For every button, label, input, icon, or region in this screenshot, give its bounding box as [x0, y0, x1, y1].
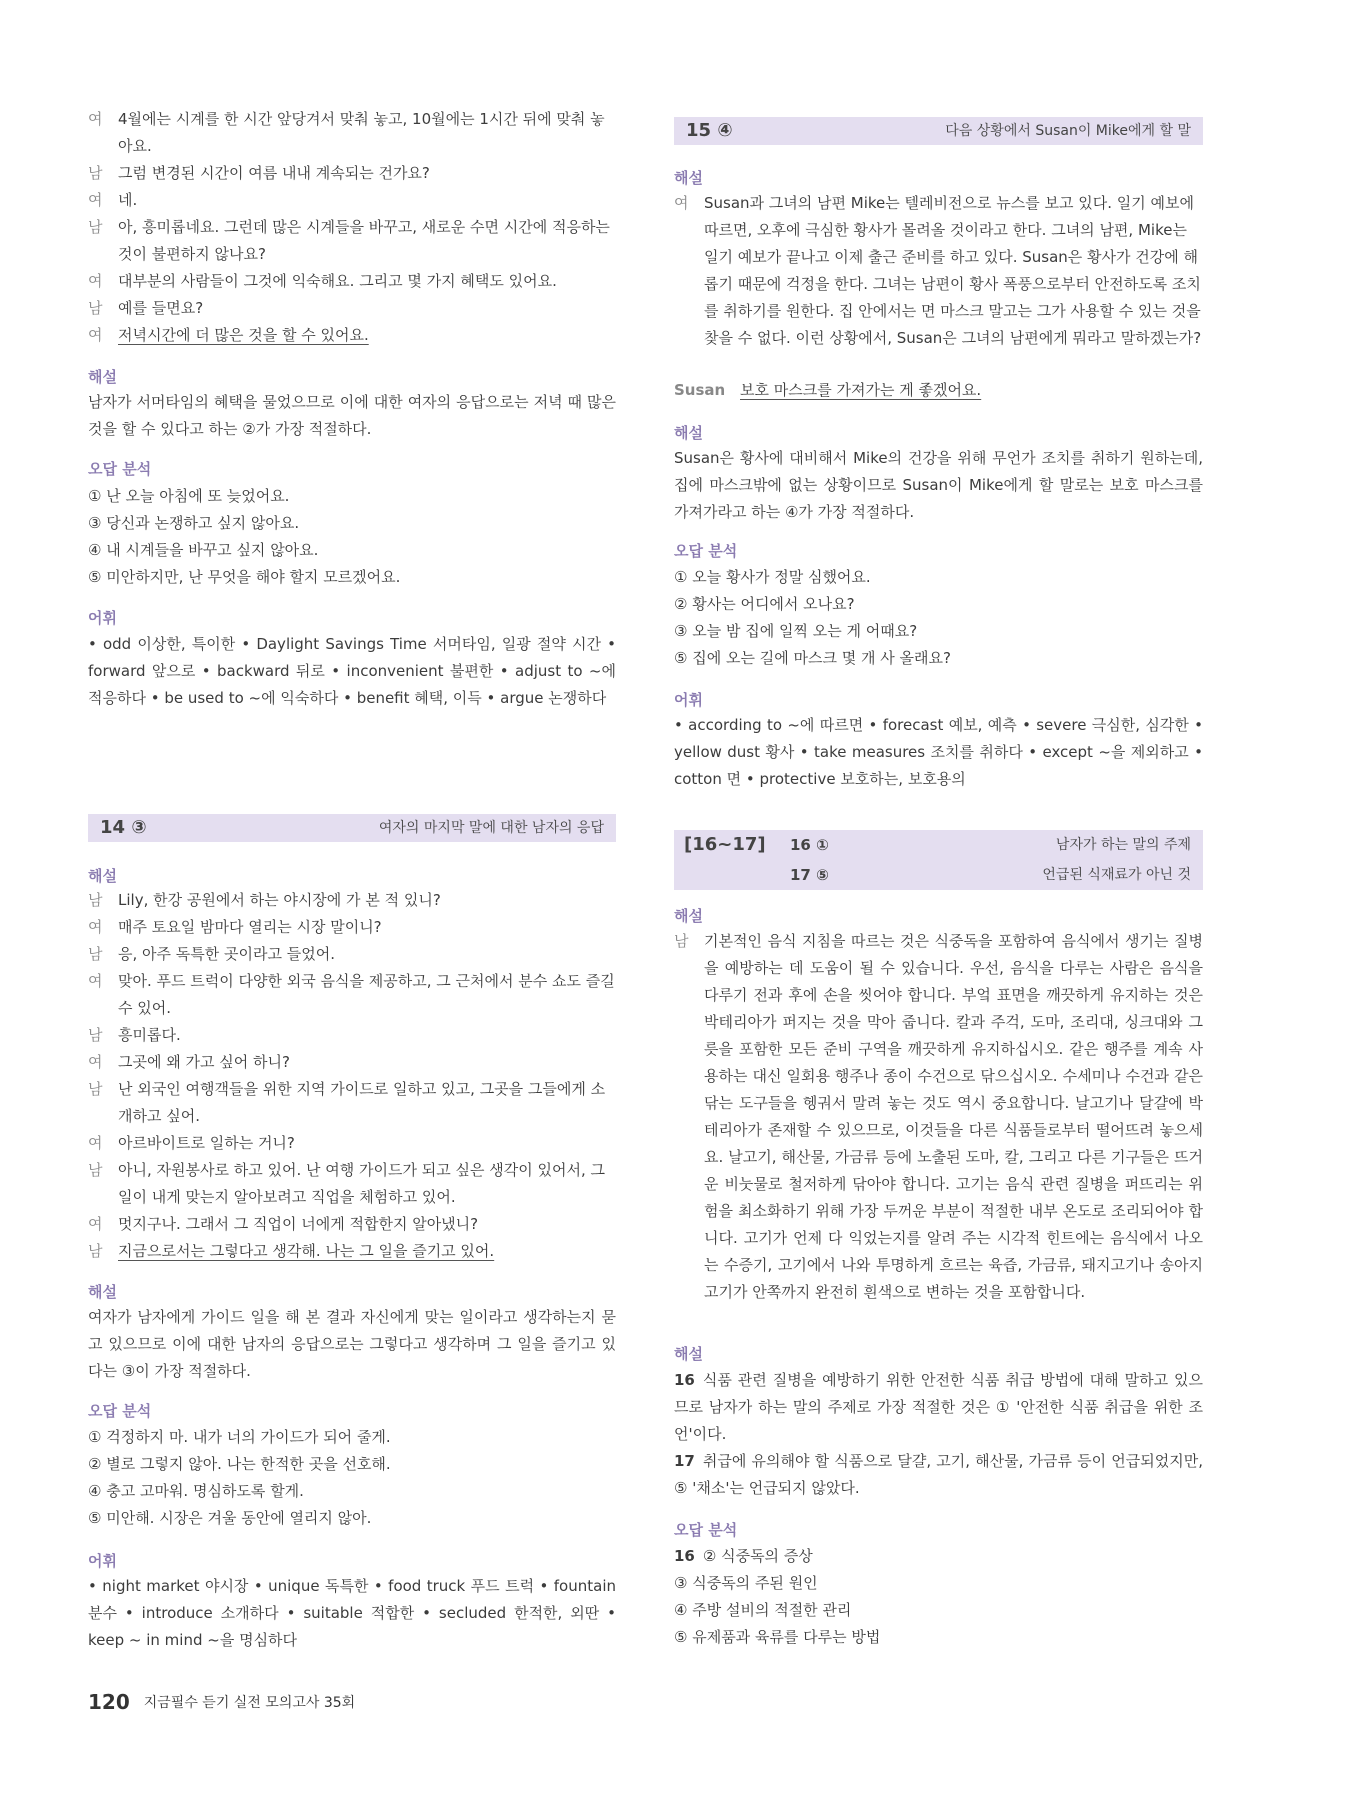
question-row	[790, 830, 1191, 860]
dialogue-line: 남 흥미롭다.	[88, 1026, 181, 1044]
question-row	[790, 860, 1191, 890]
speech: 남 기본적인 음식 지침을 따르는 것은 식중독을 포함하여 음식에서 생기는 질병을 예방하는 데 도움이 될 수 있습니다. 우선, 음식을 다루는 사람은 음식을 다루기 전과 후에 손을 씻어야 합니다. 부엌 표면을 깨끗하게 유지하는 것은 박테리아가 퍼지는 것을 막아 줍니다. 칼과 주걱, 도마, 조리대, 싱크대와 그릇을 포함한 모든 준비 구역을 깨끗하게 유지하십시오. 같은 행주를 계속 사용하는 대신 일회용 행주나 종이 수건으로 닦으십시오. 수세미나 수건과 같은 닦는 도구들을 헹궈서 말려 놓는 것도 역시 중요합니다. 날고기나 달걀에 박테리아가 존재할 수 있으므로, 이것들을 다른 식품들로부터 떨어뜨려 놓으세요. 날고기, 해산물, 가금류 등에 노출된 도마, 칼, 그리고 다른 기구들은 뜨거운 비눗물로 철저하게 닦아야 합니다. 고기는 음식 관련 질병을 퍼뜨리는 위험을 최소화하기 위해 가장 두꺼운 부분이 적절한 내부 온도로 조리되어야 합니다. 고기가 언제 다 익었는지를 알려 주는 시각적 힌트에는 음식에서 나오는 수증기, 고기에서 나와 투명하게 흐르는 육즙, 가금류, 돼지고기나 송아지 고기가 안쪽까지 완전히 흰색으로 변하는 것을 포함합니다.	[674, 932, 1203, 1301]
section-label-haeseol: 해설	[674, 169, 703, 187]
section-label-haeseol: 해설	[88, 1283, 117, 1301]
dialogue-line: 남 아니, 자원봉사로 하고 있어. 난 여행 가이드가 되고 싶은 생각이 있어서, 그 일이 내게 맞는지 알아보려고 직업을 체험하고 있어.	[88, 1161, 605, 1206]
wrong-option: ⑤ 집에 오는 길에 마스크 몇 개 사 올래요?	[674, 649, 951, 667]
dialogue-line: 남 아, 흥미롭네요. 그런데 많은 시계들을 바꾸고, 새로운 수면 시간에 적응하는 것이 불편하지 않나요?	[88, 218, 610, 263]
page-number: 120	[88, 1690, 130, 1714]
question-header	[674, 830, 1203, 890]
explanation-text: 남자가 서머타임의 혜택을 물었으므로 이에 대한 여자의 응답으로는 저녁 때 많은 것을 할 수 있다고 하는 ②가 가장 적절하다.	[88, 393, 616, 438]
wrong-option: ② 별로 그렇지 않아. 나는 한적한 곳을 선호해.	[88, 1455, 391, 1473]
dialogue-line: 남 응, 아주 독특한 곳이라고 들었어.	[88, 945, 335, 963]
wrong-option: ① 오늘 황사가 정말 심했어요.	[674, 568, 871, 586]
vocab-list: • odd 이상한, 특이한 • Daylight Savings Time 서머타임, 일광 절약 시간 • forward 앞으로 • backward 뒤로 • inconvenient 불편한 • adjust to ~에 적응하다 • be used to ~에 익숙하다 • benefit 혜택, 이득 • argue 논쟁하다	[88, 635, 616, 707]
question-header	[674, 117, 1203, 145]
section-label-odap: 오답 분석	[674, 542, 738, 560]
section-label-haeseol: 해설	[674, 907, 703, 925]
explanation-text: 여자가 남자에게 가이드 일을 해 본 결과 자신에게 맞는 일이라고 생각하는지 묻고 있으므로 이에 대한 남자의 응답으로는 그렇다고 생각하며 그 일을 즐기고 있다는 ③이 가장 적절하다.	[88, 1308, 616, 1380]
wrong-option: 16 ② 식중독의 증상	[674, 1547, 813, 1565]
question-title: 다음 상황에서 Susan이 Mike에게 할 말	[945, 123, 1191, 139]
wrong-option: ③ 당신과 논쟁하고 싶지 않아요.	[88, 514, 300, 532]
section-label-vocab: 어휘	[674, 691, 703, 709]
narration: 여 Susan과 그녀의 남편 Mike는 텔레비전으로 뉴스를 보고 있다. 일기 예보에 따르면, 오후에 극심한 황사가 몰려올 것이라고 한다. 그녀의 남편, Mike는 일기 예보가 끝나고 이제 출근 준비를 하고 있다. Susan은 황사가 건강에 해롭기 때문에 걱정을 한다. 그녀는 남편이 황사 폭풍으로부터 안전하도록 조치를 취하기를 원한다. 집 안에서는 면 마스크 말고는 그가 사용할 수 있는 것을 찾을 수 없다. 이런 상황에서, Susan은 그녀의 남편에게 뭐라고 말하겠는가?	[674, 194, 1202, 347]
wrong-option: ④ 충고 고마워. 명심하도록 할게.	[88, 1482, 304, 1500]
section-label-odap: 오답 분석	[674, 1521, 738, 1539]
question-range: [16~17]	[684, 834, 766, 855]
section-label-haeseol: 해설	[674, 424, 703, 442]
section-label-odap: 오답 분석	[88, 460, 152, 478]
page-footer	[88, 1690, 355, 1714]
dialogue-line: 여 맞아. 푸드 트럭이 다양한 외국 음식을 제공하고, 그 근처에서 분수 쇼도 즐길 수 있어.	[88, 972, 615, 1017]
explanation-16: 16 식품 관련 질병을 예방하기 위한 안전한 식품 취급 방법에 대해 말하고 있으므로 남자가 하는 말의 주제로 가장 적절한 것은 ① '안전한 식품 취급을 위한 조언'이다.	[674, 1371, 1203, 1443]
question-number: 15 ④	[686, 120, 733, 141]
dialogue-line: 여 네.	[88, 191, 138, 209]
vocab-list: • night market 야시장 • unique 독특한 • food truck 푸드 트럭 • fountain 분수 • introduce 소개하다 • suitable 적합한 • secluded 한적한, 외딴 • keep ~ in mind ~을 명심하다	[88, 1577, 616, 1649]
question-number: 14 ③	[100, 817, 147, 838]
dialogue-line: 여 매주 토요일 밤마다 열리는 시장 말이니?	[88, 918, 382, 936]
wrong-option: ② 황사는 어디에서 오나요?	[674, 595, 855, 613]
book-title: 지금필수 듣기 실전 모의고사 35회	[143, 1695, 356, 1711]
question-title: 남자가 하는 말의 주제	[1055, 837, 1191, 853]
section-label-haeseol: 해설	[88, 368, 117, 386]
question-title: 언급된 식재료가 아닌 것	[1042, 867, 1191, 883]
wrong-option: ④ 내 시계들을 바꾸고 싶지 않아요.	[88, 541, 319, 559]
dialogue-answer-line: 여 저녁시간에 더 많은 것을 할 수 있어요.	[88, 326, 369, 344]
dialogue-line: 남 그럼 변경된 시간이 여름 내내 계속되는 건가요?	[88, 164, 430, 182]
question-header	[88, 814, 616, 842]
question-number: 17 ⑤	[790, 866, 829, 884]
dialogue-line: 여 아르바이트로 일하는 거니?	[88, 1134, 295, 1152]
question-number: 16 ①	[790, 836, 829, 854]
wrong-option: ④ 주방 설비의 적절한 관리	[674, 1601, 852, 1619]
wrong-option: ⑤ 미안해. 시장은 겨울 동안에 열리지 않아.	[88, 1509, 372, 1527]
dialogue-answer-line: 남 지금으로서는 그렇다고 생각해. 나는 그 일을 즐기고 있어.	[88, 1242, 495, 1260]
wrong-option: ⑤ 미안하지만, 난 무엇을 해야 할지 모르겠어요.	[88, 568, 401, 586]
explanation-text: Susan은 황사에 대비해서 Mike의 건강을 위해 무언가 조치를 취하기 원하는데, 집에 마스크밖에 없는 상황이므로 Susan이 Mike에게 할 말로는 보호 마스크를 가져가라고 하는 ④가 가장 적절하다.	[674, 449, 1203, 521]
explanation-17: 17 취급에 유의해야 할 식품으로 달걀, 고기, 해산물, 가금류 등이 언급되었지만, ⑤ '채소'는 언급되지 않았다.	[674, 1452, 1203, 1497]
dialogue-line: 남 난 외국인 여행객들을 위한 지역 가이드로 일하고 있고, 그곳을 그들에게 소개하고 싶어.	[88, 1080, 606, 1125]
dialogue-line: 여 대부분의 사람들이 그것에 익숙해요. 그리고 몇 가지 혜택도 있어요.	[88, 272, 557, 290]
wrong-option: ③ 식중독의 주된 원인	[674, 1574, 818, 1592]
wrong-option: ① 걱정하지 마. 내가 너의 가이드가 되어 줄게.	[88, 1428, 391, 1446]
vocab-list: • according to ~에 따르면 • forecast 예보, 예측 • severe 극심한, 심각한 • yellow dust 황사 • take measures 조치를 취하다 • except ~을 제외하고 • cotton 면 • protective 보호하는, 보호용의	[674, 716, 1203, 788]
dialogue-line: 남 예를 들면요?	[88, 299, 204, 317]
section-label-haeseol: 해설	[674, 1345, 703, 1363]
wrong-option: ⑤ 유제품과 육류를 다루는 방법	[674, 1628, 881, 1646]
dialogue-line: 남 Lily, 한강 공원에서 하는 야시장에 가 본 적 있니?	[88, 891, 441, 909]
dialogue-line: 여 그곳에 왜 가고 싶어 하니?	[88, 1053, 290, 1071]
question-title: 여자의 마지막 말에 대한 남자의 응답	[378, 820, 604, 836]
section-label-vocab: 어휘	[88, 1552, 117, 1570]
dialogue-answer-line: Susan 보호 마스크를 가져가는 게 좋겠어요.	[674, 381, 982, 399]
section-label-odap: 오답 분석	[88, 1402, 152, 1420]
wrong-option: ① 난 오늘 아침에 또 늦었어요.	[88, 487, 290, 505]
wrong-option: ③ 오늘 밤 집에 일찍 오는 게 어때요?	[674, 622, 918, 640]
section-label-vocab: 어휘	[88, 609, 117, 627]
section-label-haeseol: 해설	[88, 867, 117, 885]
dialogue-line: 여 4월에는 시계를 한 시간 앞당겨서 맞춰 놓고, 10월에는 1시간 뒤에 맞춰 놓아요.	[88, 110, 605, 155]
dialogue-line: 여 멋지구나. 그래서 그 직업이 너에게 적합한지 알아냈니?	[88, 1215, 479, 1233]
